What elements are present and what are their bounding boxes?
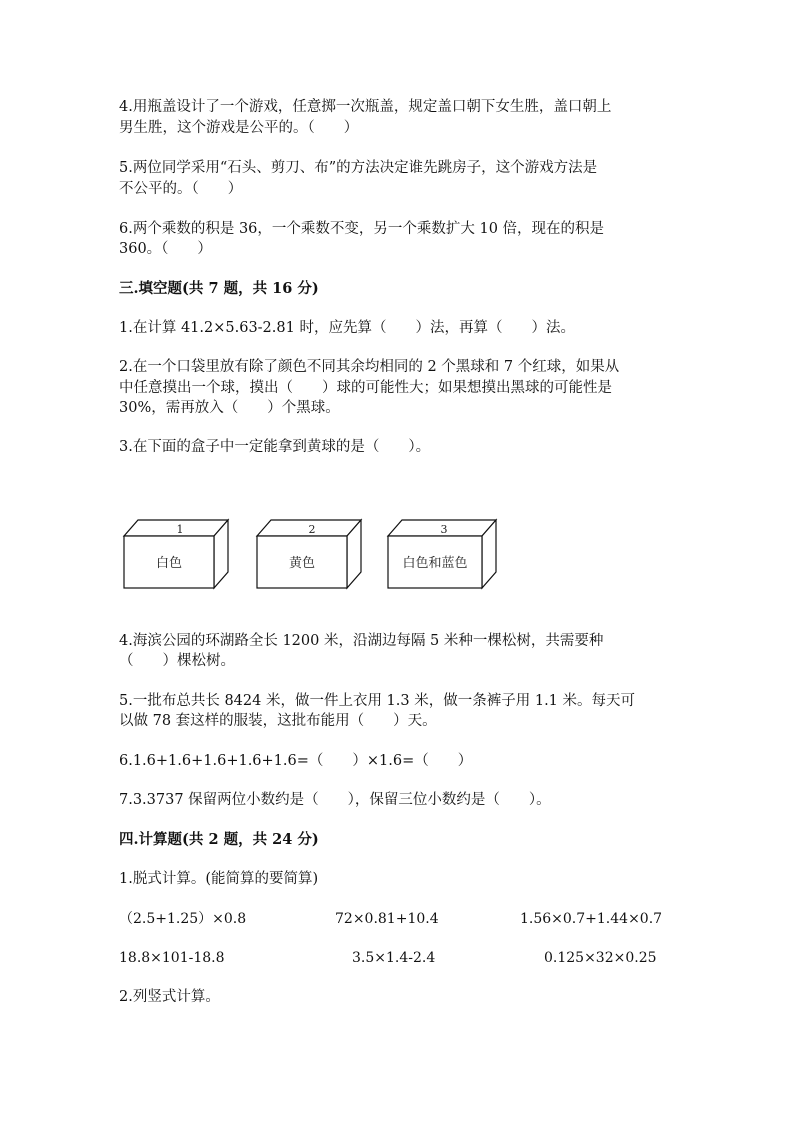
section-heading-fill: 三.填空题(共 7 题，共 16 分) [119,280,319,297]
fill-q2-line3: 30%，需再放入（ ）个黑球。 [119,400,340,416]
box-2-label: 黄色 [288,556,316,571]
fill-q6: 6.1.6+1.6+1.6+1.6+1.6=（ ）×1.6=（ ） [119,753,473,769]
judge-q5-line1: 5.两位同学采用“石头、剪刀、布”的方法决定谁先跳房子，这个游戏方法是 [119,160,598,176]
fill-q1: 1.在计算 41.2×5.63-2.81 时，应先算（ ）法，再算（ ）法。 [119,320,575,336]
fill-q4-line2: （ ）棵松树。 [119,653,235,669]
box-1-label: 白色 [155,556,183,571]
fill-q5-line2: 以做 78 套这样的服装，这批布能用（ ）天。 [119,713,437,729]
box-1 [124,520,228,588]
fill-q7: 7.3.3737 保留两位小数约是（ ），保留三位小数约是（ ）。 [119,792,551,808]
box-2 [257,520,361,588]
section-heading-compute: 四.计算题(共 2 题，共 24 分) [119,831,319,848]
fill-q2-line2: 中任意摸出一个球，摸出（ ）球的可能性大；如果想摸出黑球的可能性是 [119,380,612,396]
judge-q4-line1: 4.用瓶盖设计了一个游戏，任意掷一次瓶盖，规定盖口朝下女生胜，盖口朝上 [119,99,612,115]
calc-row2-item1: 18.8×101-18.8 [119,950,225,966]
calc-row2-item3: 0.125×32×0.25 [544,950,657,966]
judge-q5-line2: 不公平的。（ ） [119,181,243,197]
box-2-number: 2 [308,523,316,536]
calc-row1-item2: 72×0.81+10.4 [335,911,439,927]
box-3-label: 白色和蓝色 [402,556,468,571]
box-3-number: 3 [440,523,448,536]
calc-row1-item3: 1.56×0.7+1.44×0.7 [520,911,663,927]
judge-q4-line2: 男生胜，这个游戏是公平的。（ ） [119,120,359,136]
fill-q5-line1: 5.一批布总共长 8424 米，做一件上衣用 1.3 米，做一条裤子用 1.1 米。每天可 [119,693,636,709]
judge-q6-line1: 6.两个乘数的积是 36，一个乘数不变，另一个乘数扩大 10 倍，现在的积是 [119,221,605,237]
box-1-number: 1 [176,523,184,536]
calc-row1-item1: （2.5+1.25）×0.8 [119,911,247,927]
compute-q1: 1.脱式计算。(能简算的要简算) [119,871,319,887]
fill-q4-line1: 4.海滨公园的环湖路全长 1200 米，沿湖边每隔 5 米种一棵松树，共需要种 [119,633,604,649]
boxes-figure [118,512,508,592]
fill-q3: 3.在下面的盒子中一定能拿到黄球的是（ ）。 [119,439,431,455]
judge-q6-line2: 360。（ ） [119,241,212,257]
calc-row2-item2: 3.5×1.4-2.4 [352,950,436,966]
box-3 [388,520,496,588]
fill-q2-line1: 2.在一个口袋里放有除了颜色不同其余均相同的 2 个黑球和 7 个红球，如果从 [119,359,620,375]
compute-q2: 2.列竖式计算。 [119,989,220,1005]
